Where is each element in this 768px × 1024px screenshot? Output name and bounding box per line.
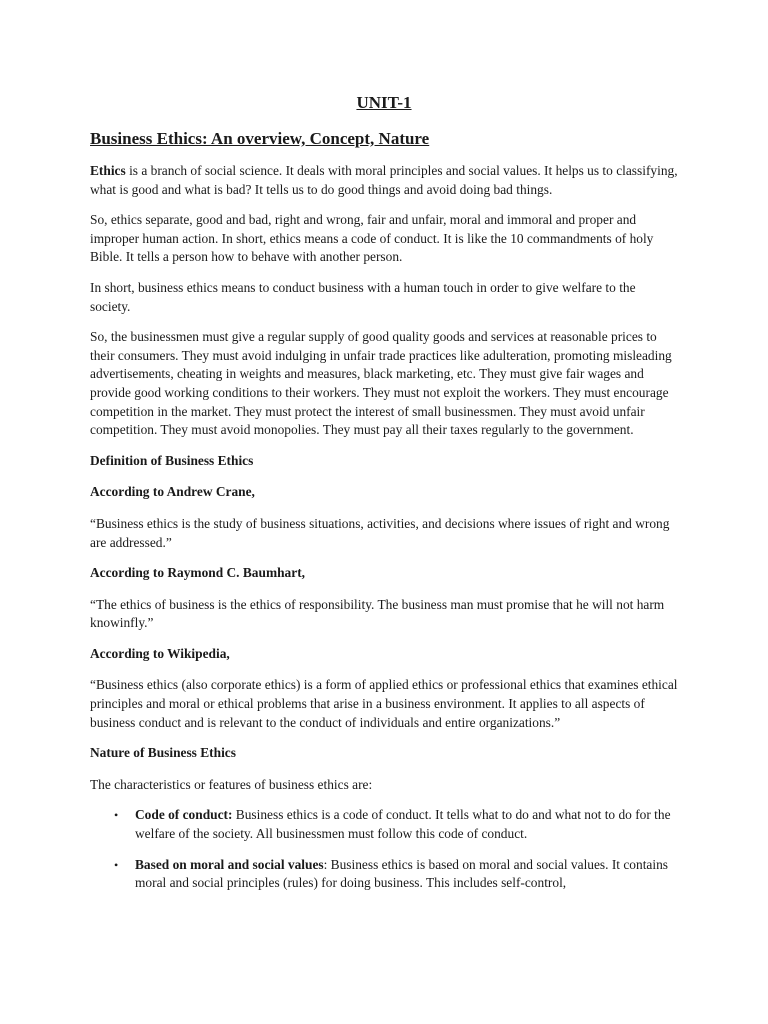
list-item bbox=[90, 806, 678, 843]
features-list bbox=[90, 806, 678, 892]
definition-quote-crane: “Business ethics is the study of business situations, activities, and decisions where issues of right and wrong are addressed.” bbox=[90, 515, 670, 550]
bullet-icon: • bbox=[114, 857, 119, 872]
definition-source-wikipedia: According to Wikipedia, bbox=[90, 645, 230, 661]
definition-quote-baumhart: “The ethics of business is the ethics of responsibility. The business man must promise that he will not harm knowinfly.” bbox=[90, 596, 665, 631]
nature-heading: Nature of Business Ethics bbox=[90, 745, 236, 761]
feature-text: : Business ethics is based on moral and social values. It contains moral and social principles (rules) for doing business. This includes self-control, bbox=[135, 856, 668, 891]
document-page bbox=[90, 92, 678, 905]
paragraph-businessmen-duties: So, the businessmen must give a regular supply of good quality goods and services at reasonable prices to their consumers. They must avoid indulging in unfair trade practices like adulteration, promoting misleading advertisements, cheating in weights and measures, black marketing, etc. They must give fair wages and provide good working conditions to their workers. They must not exploit the workers. They must encourage competition in the market. They must protect the interest of small businessmen. They must avoid unfair competition. They must avoid monopolies. They must pay all their taxes regularly to the government. bbox=[90, 329, 672, 438]
definition-source-crane: According to Andrew Crane, bbox=[90, 484, 255, 500]
paragraph-ethics-separate: So, ethics separate, good and bad, right and wrong, fair and unfair, moral and immoral and proper and improper human action. In short, ethics means a code of conduct. It is like the 10 commandments of holy Bible. It tells a person how to behave with another person. bbox=[90, 212, 654, 265]
feature-term: Code of conduct: bbox=[135, 807, 233, 823]
nature-intro: The characteristics or features of business ethics are: bbox=[90, 776, 373, 792]
definition-heading: Definition of Business Ethics bbox=[90, 452, 254, 468]
bullet-icon: • bbox=[114, 808, 119, 823]
intro-paragraph bbox=[90, 162, 678, 199]
feature-text: Business ethics is a code of conduct. It tells what to do and what not to do for the welfare of the society. All businessmen must follow this code of conduct. bbox=[135, 807, 671, 842]
definition-quote-wikipedia: “Business ethics (also corporate ethics) is a form of applied ethics or professional ethics that examines ethical principles and moral or ethical problems that arise in a business environment. It applies to all aspects of business conduct and is relevant to the conduct of individuals and entire organizations.” bbox=[90, 677, 678, 730]
unit-title: UNIT-1 bbox=[356, 93, 412, 112]
feature-term: Based on moral and social values bbox=[135, 856, 324, 872]
list-item bbox=[90, 856, 678, 893]
main-heading: Business Ethics: An overview, Concept, Nature bbox=[90, 129, 430, 148]
definition-source-baumhart: According to Raymond C. Baumhart, bbox=[90, 565, 305, 581]
intro-lead-term: Ethics bbox=[90, 163, 126, 178]
paragraph-business-ethics-short: In short, business ethics means to conduct business with a human touch in order to give welfare to the society. bbox=[90, 279, 636, 314]
intro-text: is a branch of social science. It deals with moral principles and social values. It helps us to classifying, what is good and what is bad? It tells us to do good things and avoid doing bad things. bbox=[90, 163, 678, 197]
